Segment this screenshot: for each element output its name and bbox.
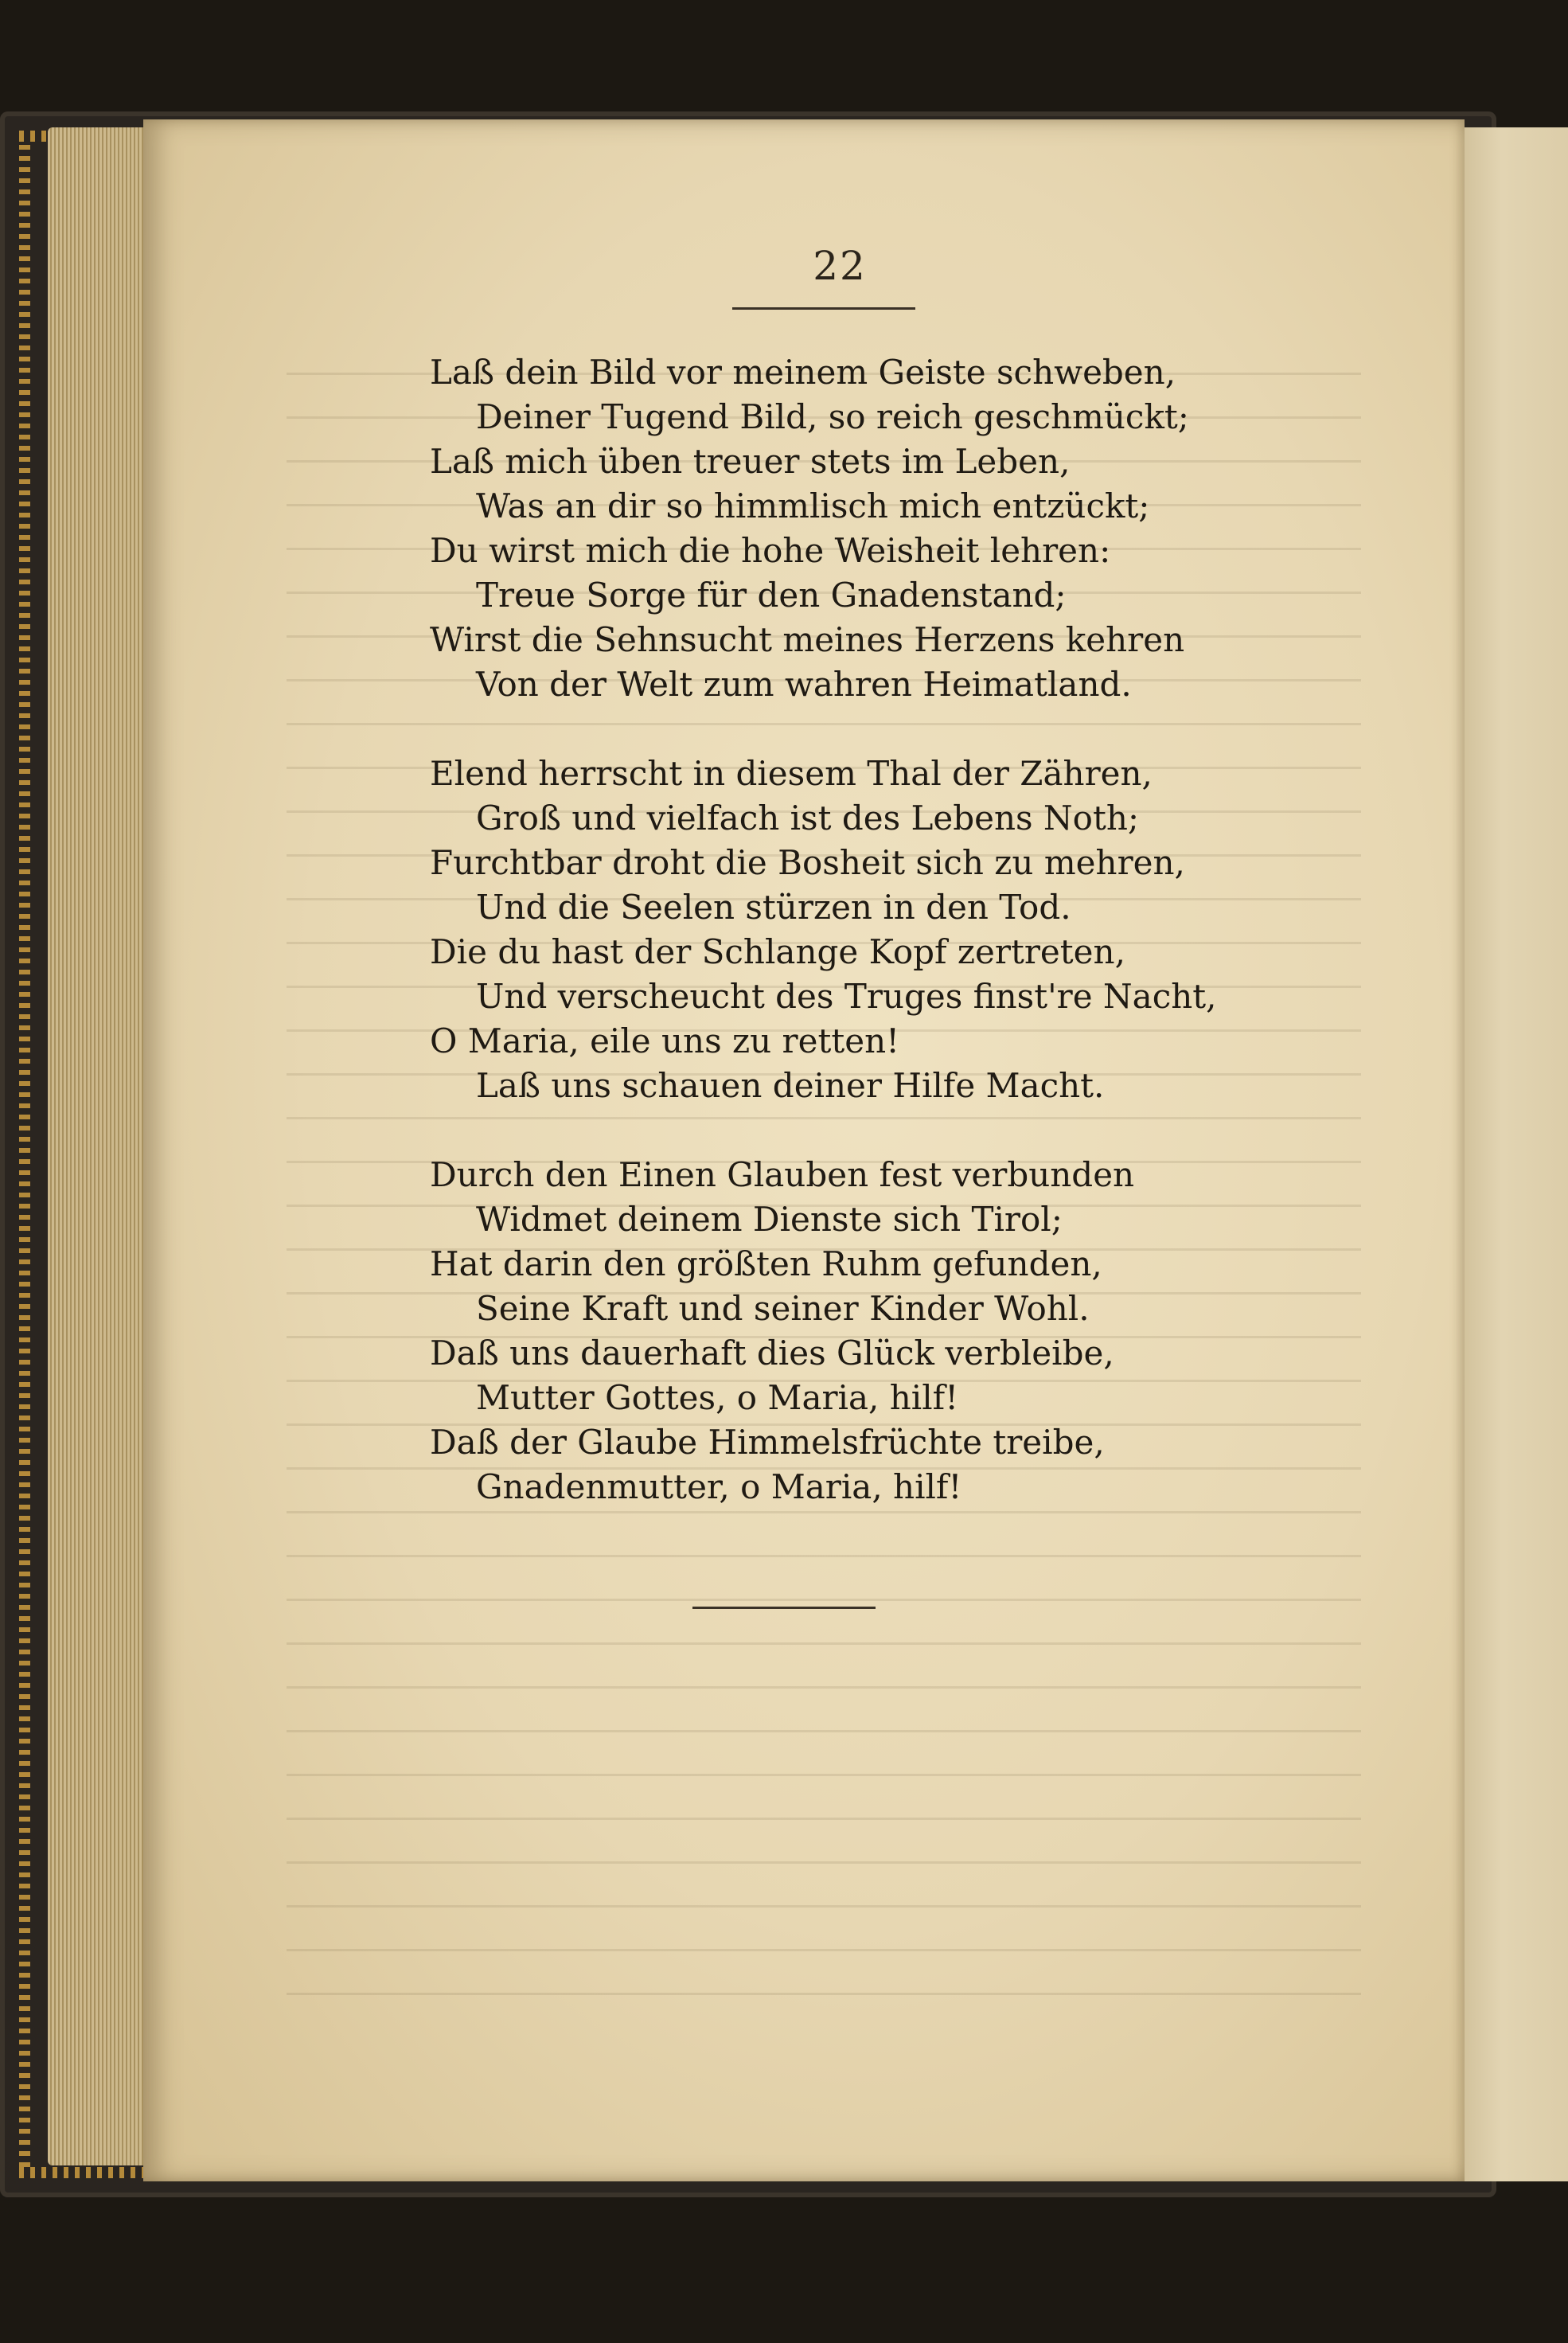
verse-line: Furchtbar droht die Bosheit sich zu mehren, — [430, 843, 1185, 882]
verse-line: Was an dir so himmlisch mich entzückt; — [476, 486, 1150, 525]
verse-line: Laß uns schauen deiner Hilfe Macht. — [476, 1066, 1105, 1105]
verse-line: Treue Sorge für den Gnadenstand; — [476, 576, 1067, 615]
next-page-edge — [1457, 127, 1568, 2181]
verse-line: Elend herrscht in diesem Thal der Zähren, — [430, 754, 1153, 793]
verse-line: Daß uns dauerhaft dies Glück verbleibe, — [430, 1334, 1114, 1373]
verse-line: Seine Kraft und seiner Kinder Wohl. — [476, 1289, 1090, 1328]
poem — [430, 350, 1385, 1554]
page-number: 22 — [813, 243, 867, 289]
verse-line: Von der Welt zum wahren Heimatland. — [476, 665, 1132, 704]
verse-line: Groß und vielfach ist des Lebens Noth; — [476, 799, 1140, 838]
verse-line: Und die Seelen stürzen in den Tod. — [476, 888, 1071, 927]
verse-line: Wirst die Sehnsucht meines Herzens kehren — [430, 620, 1185, 659]
page-edges — [48, 127, 159, 2165]
stanza-1 — [430, 350, 1385, 707]
verse-line: Laß dein Bild vor meinem Geiste schweben, — [430, 353, 1176, 392]
header-rule — [732, 307, 915, 310]
verse-line: Laß mich üben treuer stets im Leben, — [430, 442, 1071, 481]
verse-line: Daß der Glaube Himmelsfrüchte treibe, — [430, 1423, 1105, 1462]
verse-line: Widmet deinem Dienste sich Tirol; — [476, 1200, 1063, 1239]
verse-line: Hat darin den größten Ruhm gefunden, — [430, 1244, 1102, 1283]
verse-line: O Maria, eile uns zu retten! — [430, 1021, 900, 1060]
footer-rule — [692, 1607, 876, 1609]
verse-line: Mutter Gottes, o Maria, hilf! — [476, 1378, 959, 1417]
verse-line: Die du hast der Schlange Kopf zertreten, — [430, 932, 1125, 971]
verse-line: Gnadenmutter, o Maria, hilf! — [476, 1467, 962, 1506]
stanza-3 — [430, 1153, 1385, 1509]
verse-line: Deiner Tugend Bild, so reich geschmückt; — [476, 397, 1189, 436]
stanza-2 — [430, 752, 1385, 1108]
verse-line: Du wirst mich die hohe Weisheit lehren: — [430, 531, 1111, 570]
verse-line: Durch den Einen Glauben fest verbunden — [430, 1155, 1135, 1194]
verse-line: Und verscheucht des Truges finst're Nacht, — [476, 977, 1217, 1016]
